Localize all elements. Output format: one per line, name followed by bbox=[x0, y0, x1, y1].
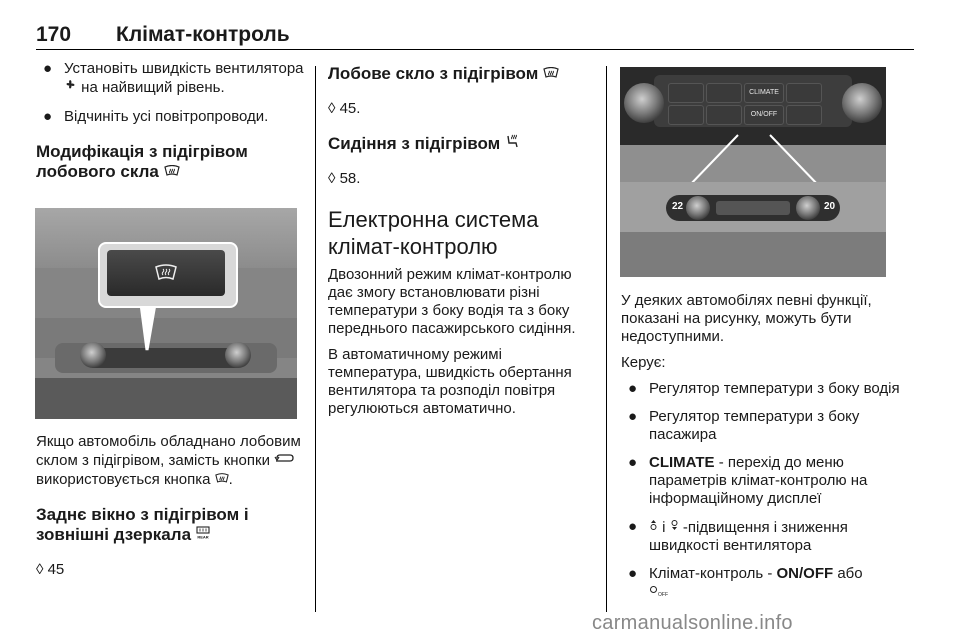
section-heading bbox=[36, 505, 304, 545]
list-item: ● і -підвищення і зниження швидкості вентилятора bbox=[628, 518, 848, 554]
svg-text:OFF: OFF bbox=[658, 592, 668, 597]
svg-text:REAR: REAR bbox=[197, 534, 209, 539]
middle-column bbox=[328, 60, 594, 418]
climate-panel-photo bbox=[620, 67, 886, 277]
paragraph bbox=[36, 433, 304, 489]
heading-text: Заднє вікно з підігрівом і зовнішні дзеркала bbox=[36, 505, 249, 544]
on-off-label: ON/OFF bbox=[776, 565, 834, 582]
reference bbox=[328, 170, 594, 188]
watermark: carmanualsonline.info bbox=[592, 612, 793, 634]
left-column-lower bbox=[36, 433, 304, 579]
heading-text: Модифікація з підігрівом лобового скла bbox=[36, 142, 248, 181]
paragraph-text: використовується кнопка bbox=[36, 471, 211, 488]
page-ref-icon: ◊ bbox=[328, 100, 340, 117]
list-item-text: або bbox=[833, 565, 863, 582]
on-off-button: ON/OFF bbox=[744, 105, 784, 125]
left-column bbox=[36, 60, 304, 182]
column-divider bbox=[606, 66, 607, 612]
rear-window-heat-icon bbox=[196, 525, 210, 545]
list-item: ● Відчиніть усі повітропроводи. bbox=[43, 108, 269, 125]
climate-label: CLIMATE bbox=[649, 454, 715, 471]
paragraph-text: Якщо автомобіль обладнано лобовим склом з підігрівом, замість кнопки bbox=[36, 433, 301, 469]
running-title: Клімат-контроль bbox=[116, 23, 290, 46]
fan-off-icon bbox=[649, 584, 911, 602]
windscreen-heat-icon bbox=[543, 64, 559, 84]
heated-seat-icon bbox=[505, 134, 519, 154]
fan-down-icon bbox=[670, 518, 679, 536]
right-column bbox=[621, 292, 911, 602]
page-number: 170 bbox=[36, 23, 72, 46]
paragraph: В автоматичному режимі температура, швидкість обертання вентилятора та розподіл повітря регулюються автоматично. bbox=[328, 346, 572, 417]
paragraph-text: . bbox=[228, 471, 233, 488]
section-heading bbox=[328, 134, 594, 154]
chapter-heading: Електронна система клімат-контролю bbox=[328, 207, 539, 259]
recirculation-icon bbox=[274, 451, 294, 469]
list-item: ● Клімат-контроль - ON/OFF або OFF bbox=[621, 565, 911, 602]
windscreen-heat-icon bbox=[215, 470, 229, 488]
list-item: ● Установіть швидкість вентилятора на найвищий рівень. bbox=[43, 60, 304, 96]
windscreen-heat-icon bbox=[154, 264, 178, 282]
windscreen-panel-photo bbox=[35, 208, 297, 419]
heading-text: Сидіння з підігрівом bbox=[328, 134, 501, 153]
section-heading bbox=[328, 64, 594, 84]
list-item: ● Регулятор температури з боку пасажира bbox=[628, 408, 860, 443]
list-item: ● Регулятор температури з боку водія bbox=[628, 380, 900, 397]
list-item-text: -підвищення і зниження швидкості вентилятора bbox=[649, 519, 848, 554]
list-item-text: Регулятор температури з боку пасажира bbox=[649, 408, 860, 443]
list-item-text: на найвищий рівень. bbox=[81, 79, 225, 96]
page-ref-icon: ◊ bbox=[328, 170, 340, 187]
list-item-text: Установіть швидкість вентилятора bbox=[64, 60, 304, 77]
fan-up-icon bbox=[649, 518, 658, 536]
reference-text: 45. bbox=[339, 100, 361, 117]
climate-button: CLIMATE bbox=[744, 83, 784, 103]
page-ref-icon: ◊ bbox=[36, 561, 48, 578]
paragraph: Двозонний режим клімат-контролю дає змогу встановлювати різні температури з боку водія та з боку переднього пасажирського сидіння. bbox=[328, 266, 576, 337]
heading-text: Лобове скло з підігрівом bbox=[328, 64, 539, 83]
windscreen-heat-icon bbox=[164, 162, 180, 182]
controls-label: Керує: bbox=[621, 354, 666, 371]
figure-caption: У деяких автомобілях певні функції, показані на рисунку, можуть бути недоступними. bbox=[621, 292, 872, 345]
list-item-text: і bbox=[662, 519, 666, 536]
section-heading bbox=[36, 142, 304, 182]
heated-windscreen-button bbox=[107, 250, 225, 296]
left-temp-display: 22 bbox=[672, 201, 684, 212]
header-rule bbox=[36, 49, 914, 50]
list-item-text: Відчиніть усі повітропроводи. bbox=[64, 108, 269, 125]
reference-text: 45 bbox=[47, 561, 65, 578]
reference bbox=[36, 561, 304, 579]
reference-text: 58. bbox=[339, 170, 361, 187]
fan-max-icon bbox=[64, 78, 77, 96]
list-item-text: Регулятор температури з боку водія bbox=[649, 380, 900, 397]
list-item-text: - перехід до меню параметрів клімат-контролю на інформаційному дисплеї bbox=[649, 454, 868, 507]
list-item: ● CLIMATE - перехід до меню параметрів клімат-контролю на інформаційному дисплеї bbox=[628, 454, 868, 507]
right-temp-display: 20 bbox=[824, 201, 836, 212]
reference bbox=[328, 100, 594, 118]
column-divider bbox=[315, 66, 316, 612]
list-item-text: Клімат-контроль - bbox=[649, 565, 777, 582]
